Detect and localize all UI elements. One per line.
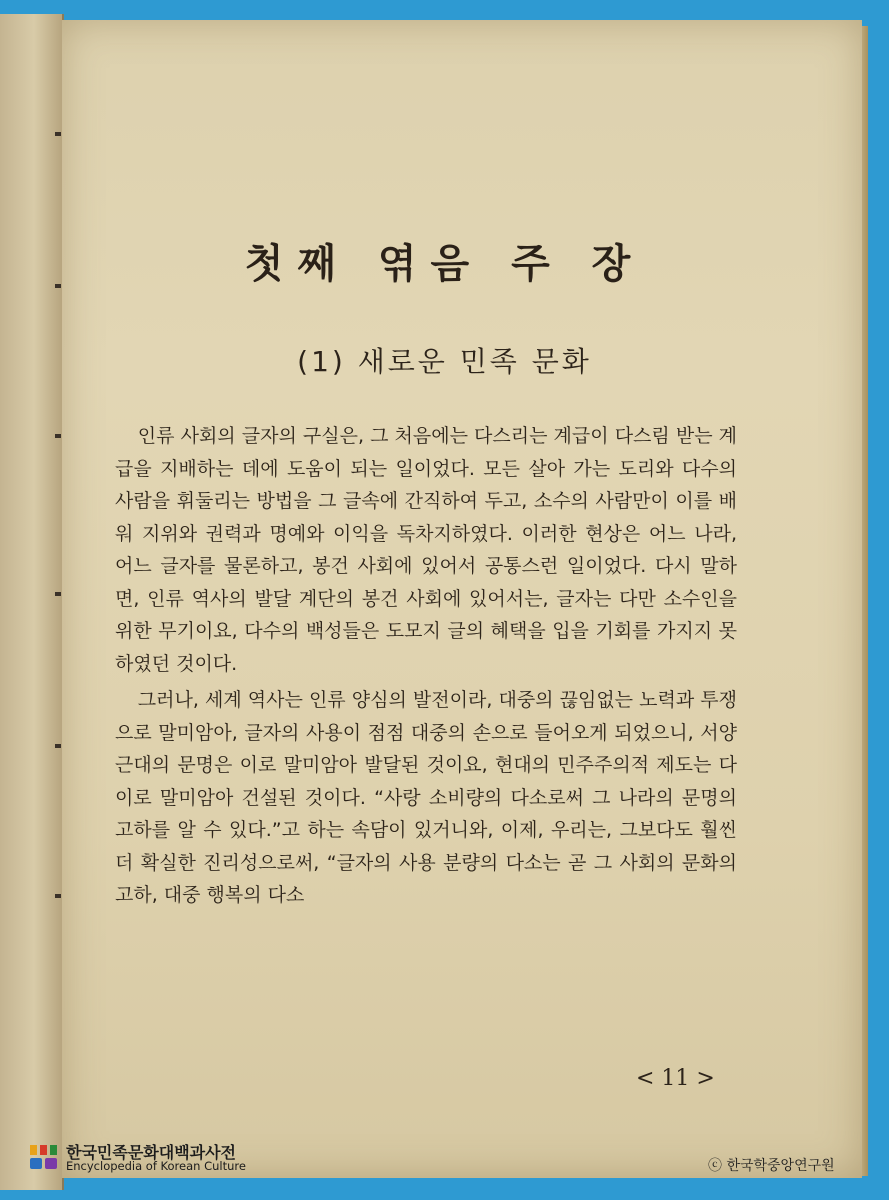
paragraph: 그러나, 세계 역사는 인류 양심의 발전이라, 대중의 끊임없는 노력과 투쟁으로 말미암아, 글자의 사용이 점점 대중의 손으로 들어오게 되었으니, 서양 근대의 문명은 이로 말미암아 발달된 것이요, 현대의 민주주의적 제도는 다 이로 말미암아 건설된 것이다. “사랑 소비량의 다소로써 그 나라의 문명의 고하를 알 수 있다.”고 하는 속담이 있거니와, 이제, 우리는, 그보다도 훨씬 더 확실한 진리성으로써, “글자의 사용 분량의 다소는 곧 그 사회의 문화의 고하, 대중 행복의 다소	[115, 689, 737, 906]
chapter-title: 첫째 엮음 주 장	[244, 241, 645, 287]
body-text	[115, 420, 737, 912]
copyright-notice: ⓒ 한국학중앙연구원	[708, 1158, 835, 1174]
binding-stitch	[55, 132, 61, 136]
binding-stitch	[55, 894, 61, 898]
section-title: (1) 새로운 민족 문화	[297, 345, 592, 378]
binding-stitch	[55, 592, 61, 596]
logo-name-english: Encyclopedia of Korean Culture	[66, 1159, 246, 1173]
binding-stitch	[55, 744, 61, 748]
left-page-edge	[0, 14, 64, 1190]
binding-stitch	[55, 434, 61, 438]
page-number: < 11 >	[636, 1066, 715, 1091]
paragraph: 인류 사회의 글자의 구실은, 그 처음에는 다스리는 계급이 다스림 받는 계급을 지배하는 데에 도움이 되는 일이었다. 모든 살아 가는 도리와 다수의 사람을 휘둘리는 방법을 그 글속에 간직하여 두고, 소수의 사람만이 이를 배워 지위와 권력과 명예와 이익을 독차지하였다. 이러한 현상은 어느 나라, 어느 글자를 물론하고, 봉건 사회에 있어서 공통스런 일이었다. 다시 말하면, 인류 역사의 발달 계단의 봉건 사회에 있어서는, 글자는 다만 소수인을 위한 무기이요, 다수의 백성들은 도모지 글의 혜택을 입을 기회를 가지지 못하였던 것이다.	[115, 425, 737, 675]
encyclopedia-logo	[28, 1140, 288, 1176]
logo-name-korean: 한국민족문화대백과사전	[66, 1143, 237, 1162]
encyclopedia-logo-icon	[28, 1142, 60, 1172]
